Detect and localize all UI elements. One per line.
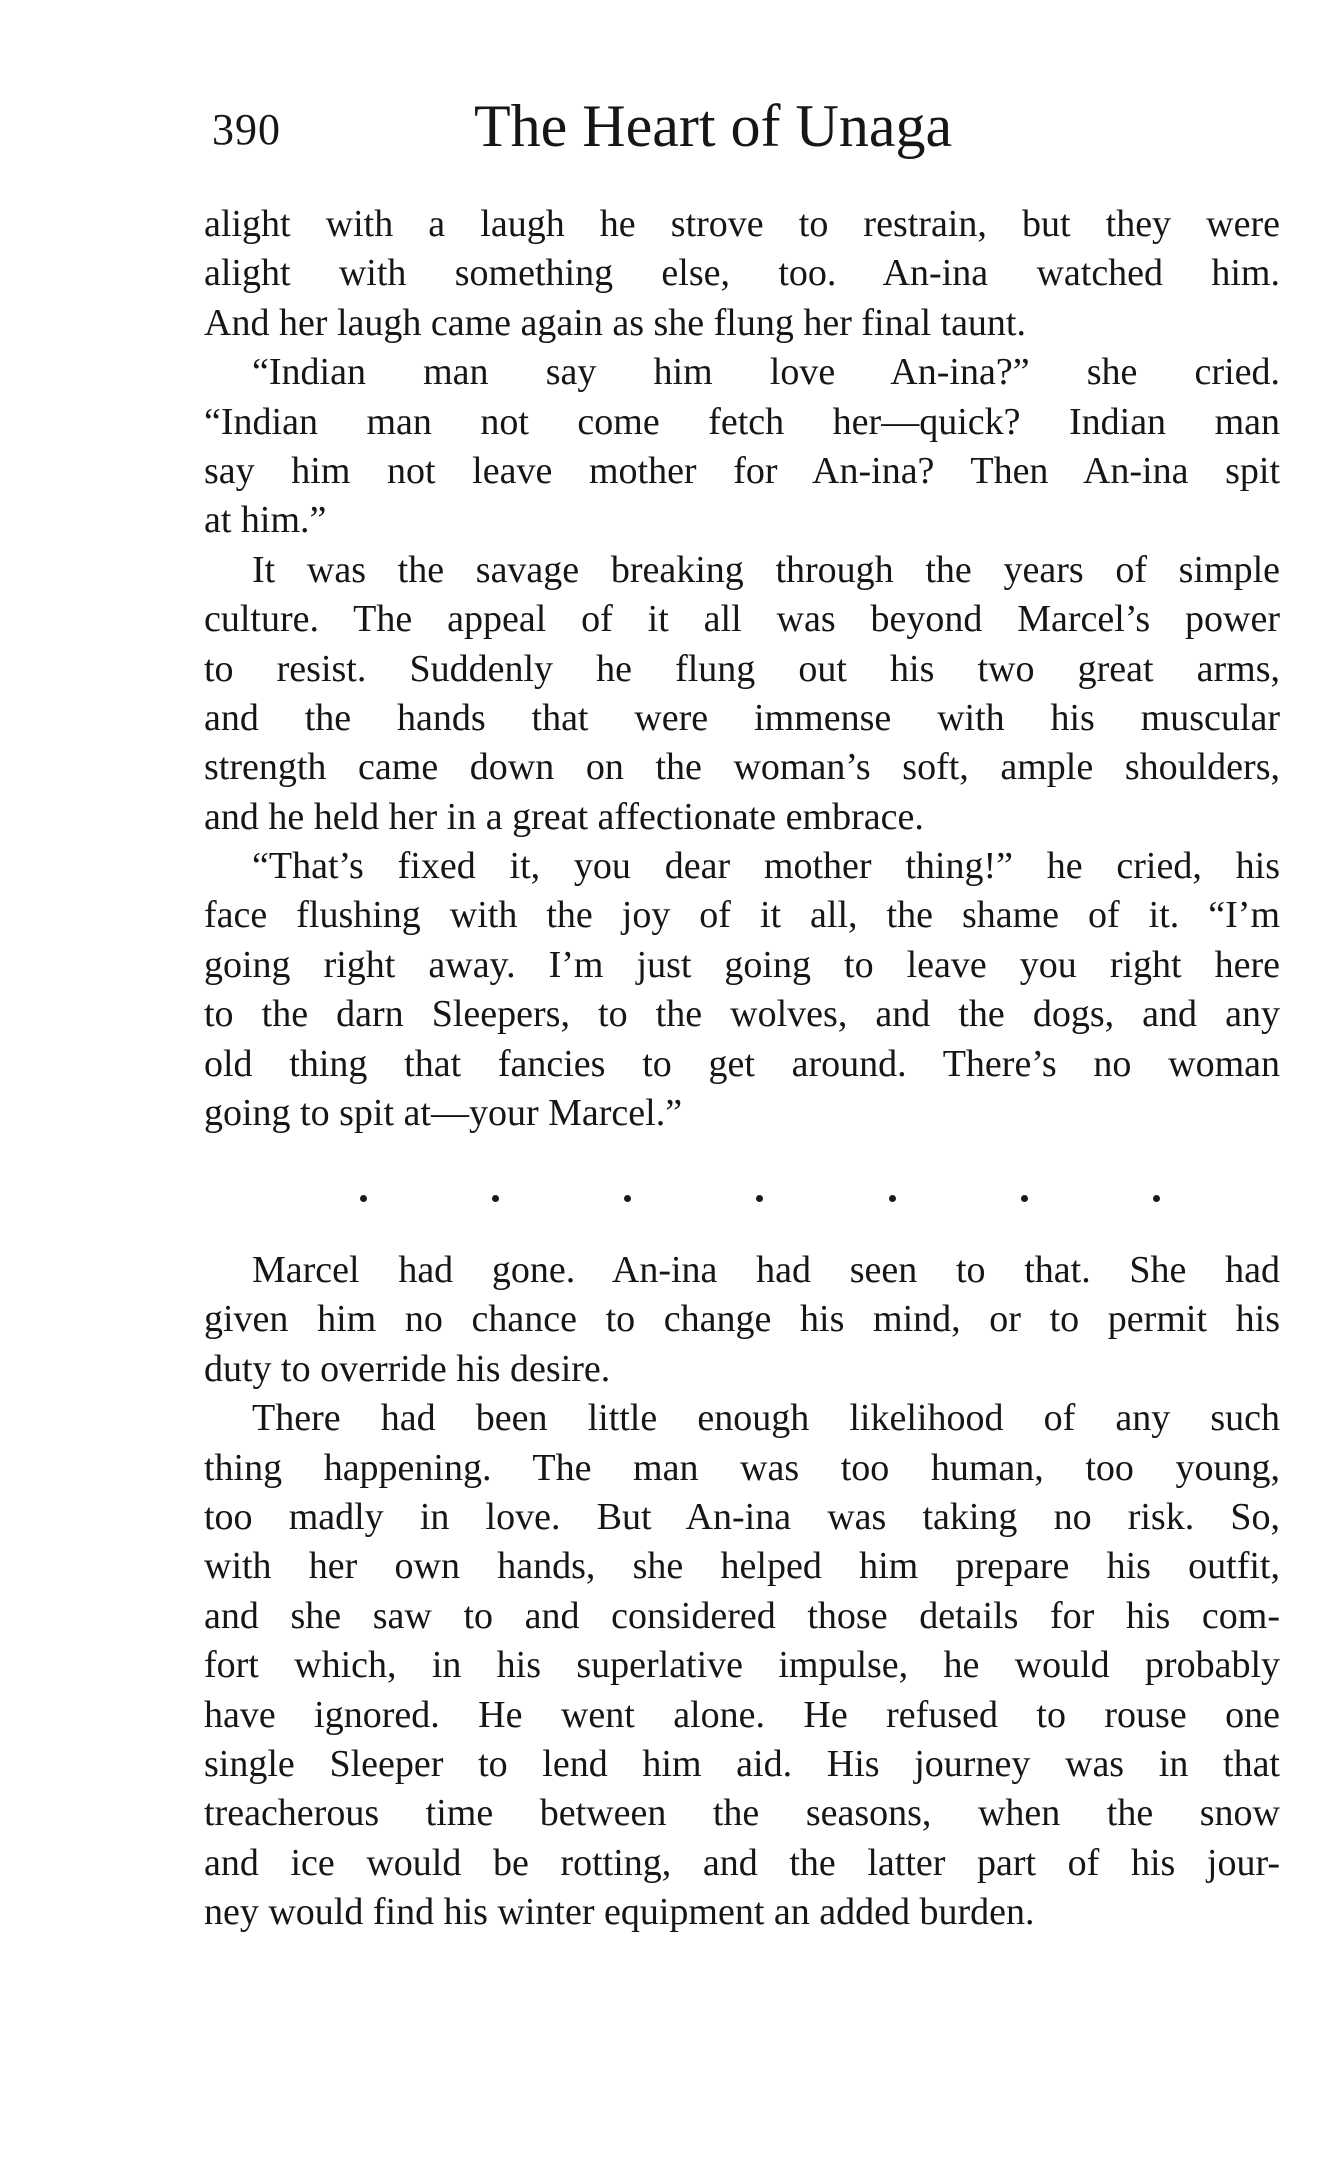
text-line: going to spit at—your Marcel.”: [204, 1092, 683, 1135]
separator-dot: [1153, 1195, 1160, 1202]
text-block-1: [204, 200, 1280, 1138]
paragraph-start: “That’s fixed it, you dear mother thing!” he cried, his: [252, 845, 1280, 888]
text-line: and he held her in a great affectionate embrace.: [204, 795, 924, 838]
text-line: thing happening. The man was too human, too young,: [204, 1446, 1280, 1489]
paragraph-start: Marcel had gone. An-ina had seen to that. She had: [252, 1249, 1280, 1291]
text-line: going right away. I’m just going to leave you right here: [204, 943, 1280, 986]
section-break: [360, 1178, 1160, 1218]
running-header: [212, 92, 1042, 172]
text-line: And her laugh came again as she flung her final taunt.: [204, 301, 1026, 344]
text-line: ney would find his winter equipment an added burden.: [204, 1891, 1035, 1934]
text-line: culture. The appeal of it all was beyond Marcel’s power: [204, 598, 1280, 641]
separator-dot: [360, 1195, 367, 1202]
text-line: face flushing with the joy of it all, the shame of it. “I’m: [204, 894, 1280, 937]
text-line: old thing that fancies to get around. There’s no woman: [204, 1042, 1280, 1085]
text-line: single Sleeper to lend him aid. His journey was in that: [204, 1742, 1280, 1785]
text-line: and the hands that were immense with his muscular: [204, 696, 1280, 739]
paragraph-start: It was the savage breaking through the years of simple: [252, 548, 1280, 591]
separator-dot: [492, 1195, 499, 1202]
text-line: duty to override his desire.: [204, 1347, 611, 1390]
text-line: alight with a laugh he strove to restrain, but they were: [204, 203, 1280, 245]
text-line: to the darn Sleepers, to the wolves, and the dogs, and any: [204, 993, 1280, 1036]
text-line: and she saw to and considered those details for his com-: [204, 1594, 1280, 1637]
separator-dot: [624, 1195, 631, 1202]
paragraph-start: “Indian man say him love An-ina?” she cried.: [252, 351, 1280, 394]
text-line: say him not leave mother for An-ina? Then An-ina spit: [204, 449, 1280, 492]
page-number: 390: [212, 105, 281, 154]
text-line: and ice would be rotting, and the latter part of his jour-: [204, 1841, 1280, 1884]
separator-dot: [1021, 1195, 1028, 1202]
text-line: strength came down on the woman’s soft, ample shoulders,: [204, 746, 1280, 789]
text-line: fort which, in his superlative impulse, he would probably: [204, 1644, 1280, 1687]
text-block-2: [204, 1246, 1280, 1937]
separator-dot: [756, 1195, 763, 1202]
running-title: The Heart of Unaga: [474, 93, 953, 159]
text-line: treacherous time between the seasons, when the snow: [204, 1792, 1280, 1835]
text-line: given him no chance to change his mind, or to permit his: [204, 1298, 1280, 1341]
text-line: have ignored. He went alone. He refused to rouse one: [204, 1693, 1280, 1736]
separator-dot: [889, 1195, 896, 1202]
text-line: to resist. Suddenly he flung out his two great arms,: [204, 647, 1280, 690]
text-line: too madly in love. But An-ina was taking no risk. So,: [204, 1495, 1280, 1538]
text-line: at him.”: [204, 499, 327, 542]
text-line: “Indian man not come fetch her—quick? Indian man: [204, 400, 1280, 443]
paragraph-start: There had been little enough likelihood of any such: [252, 1397, 1280, 1440]
text-line: alight with something else, too. An-ina watched him.: [204, 252, 1280, 295]
text-line: with her own hands, she helped him prepare his outfit,: [204, 1545, 1280, 1588]
